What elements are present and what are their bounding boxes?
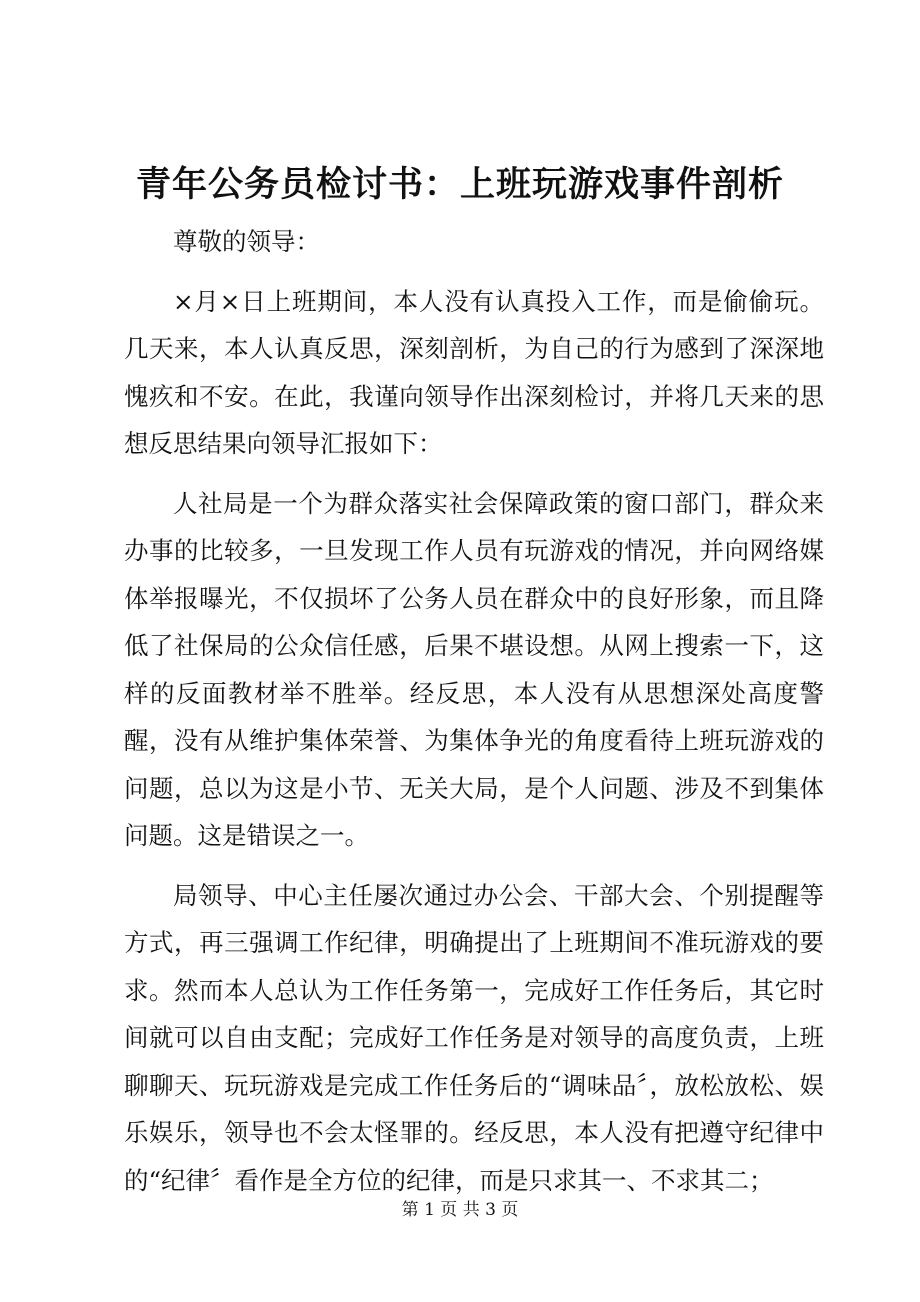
- body-paragraph-2: 人社局是一个为群众落实社会保障政策的窗口部门，群众来办事的比较多，一旦发现工作人员有玩游戏的情况，并向网络媒体举报曝光，不仅损坏了公务人员在群众中的良好形象，而且降低了社保局的公众信任感，后果不堪设想。从网上搜索一下，这样的反面教材举不胜举。经反思，本人没有从思想深处高度警醒，没有从维护集体荣誉、为集体争光的角度看待上班玩游戏的问题，总以为这是小节、无关大局，是个人问题、涉及不到集体问题。这是错误之一。: [124, 488, 824, 850]
- page-number-footer: 第 1 页 共 3 页: [401, 1200, 519, 1220]
- body-paragraph-1: ×月×日上班期间，本人没有认真投入工作，而是偷偷玩。几天来，本人认真反思，深刻剖析，为自己的行为感到了深深地愧疚和不安。在此，我谨向领导作出深刻检讨，并将几天来的思想反思结果向领导汇报如下：: [124, 286, 824, 458]
- document-body: [124, 218, 824, 1204]
- salutation-paragraph: 尊敬的领导：: [173, 227, 320, 256]
- document-title: 青年公务员检讨书：上班玩游戏事件剖析: [135, 164, 784, 205]
- body-paragraph-3: 局领导、中心主任屡次通过办公会、干部大会、个别提醒等方式，再三强调工作纪律，明确提出了上班期间不准玩游戏的要求。然而本人总认为工作任务第一，完成好工作任务后，其它时间就可以自由支配；完成好工作任务是对领导的高度负责，上班聊聊天、玩玩游戏是完成工作任务后的“调味品〞，放松放松、娱乐娱乐，领导也不会太怪罪的。经反思，本人没有把遵守纪律中的“纪律〞看作是全方位的纪律，而是只求其一、不求其二；: [124, 880, 824, 1195]
